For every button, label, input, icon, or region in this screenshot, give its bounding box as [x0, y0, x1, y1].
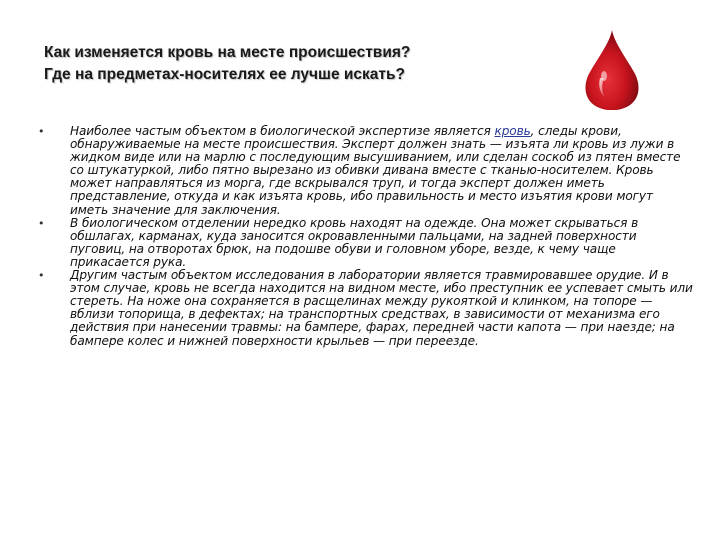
paragraph-2: В биологическом отделении нередко кровь находят на одежде. Она может скрываться в обшлагах, карманах, куда заносится окровавленными пальцами, на задней поверхности пуговиц, на отворотах брюк, на подошве обуви и головном уборе, везде, к чему чаще прикасается рука.	[70, 215, 639, 269]
highlighted-word: кровь	[494, 124, 531, 138]
paragraph-3: Другим частым объектом исследования в лаборатории является травмировавшее орудие. И в этом случае, кровь не всегда находится на видном месте, ибо преступник ее успевает смыть или стереть. На ноже она сохраняется в расщелинах между рукояткой и клинком, на топоре — вблизи топорища, в дефектах; на транспортных средствах, в зависимости от механизма его действия при нанесении травмы: на бампере, фарах, передней части капота — при наезде; на бампере колес и нижней поверхности крыльев — при переезде.	[70, 268, 693, 348]
bullet-marker: •	[38, 269, 45, 283]
paragraph-1-end: , следы крови, обнаруживаемые на месте происшествия. Эксперт должен знать — изъята ли кровь из лужи в жидком виде или на марлю с последующим высушиванием, или сделан соскоб из пятен вместе со штукатуркой, либо пятно вырезано из обивки дивана вместе с тканью-носителем. Кровь может направляться из морга, где вскрывался труп, и тогда эксперт должен иметь представление, откуда и как изъята кровь, ибо правильность и место изъятия крови могут иметь значение для заключения.	[70, 124, 681, 217]
slide-title	[44, 42, 544, 86]
list-item	[38, 125, 693, 217]
title-line-2: Где на предметах-носителях ее лучше искать?	[44, 66, 405, 83]
bullet-marker: •	[38, 216, 45, 230]
title-line-1: Как изменяется кровь на месте происшествия?	[44, 44, 411, 61]
list-item	[38, 269, 693, 348]
bullet-marker: •	[38, 125, 45, 138]
paragraph-1-start: Наиболее частым объектом в биологической экспертизе является	[70, 124, 495, 138]
list-item	[38, 217, 693, 269]
bullet-list	[38, 125, 693, 348]
blood-drop-icon	[580, 28, 644, 110]
